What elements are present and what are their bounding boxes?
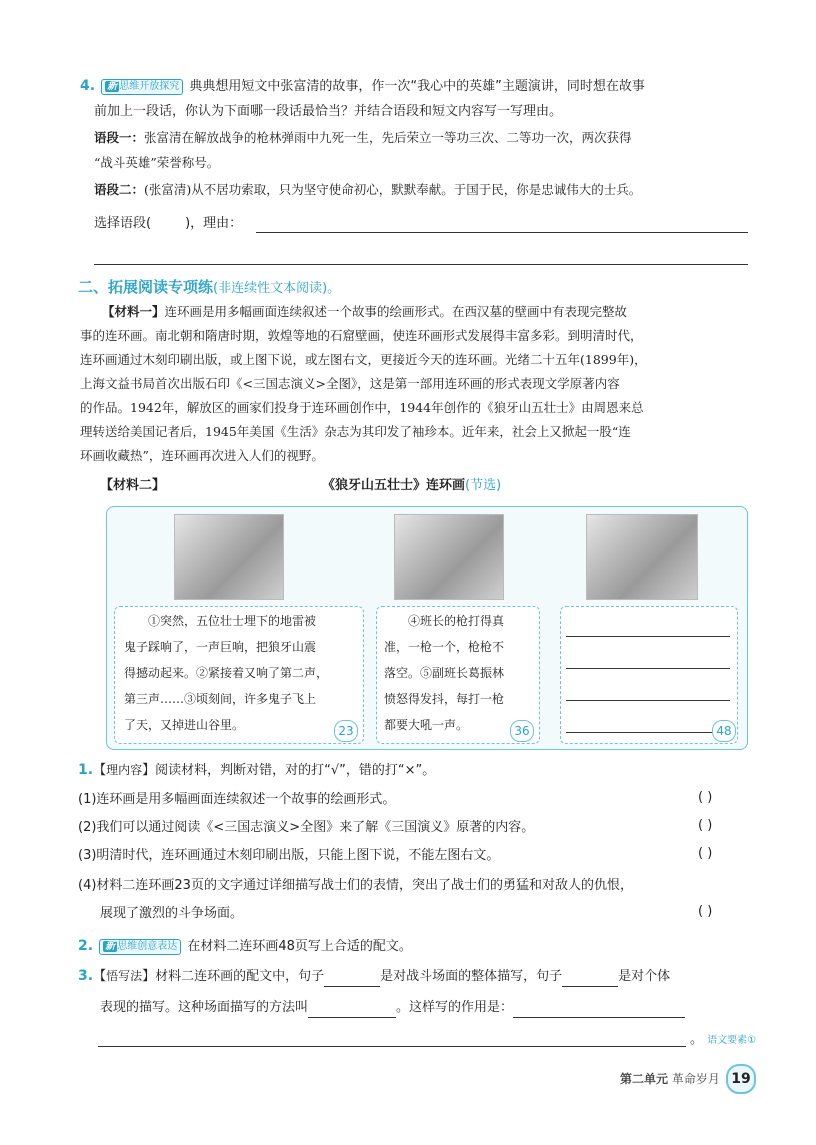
material2-caption xyxy=(322,474,501,493)
material1-line: 连环画通过木刻印刷出版，或上图下说，或左图右文，更接近今天的连环画。光绪二十五年(1899年)， xyxy=(80,352,647,367)
comic-panel-48-line[interactable] xyxy=(566,636,730,637)
q3-end xyxy=(690,1030,756,1051)
panel-line: 都要大吼一声。 xyxy=(384,718,469,732)
q4-para2 xyxy=(94,180,641,200)
q1-answer-3[interactable]: ( ) xyxy=(698,846,713,861)
panel-line: 准，一枪一个，枪枪不 xyxy=(384,640,505,654)
material2-caption-title: 《狼牙山五壮士》连环画 xyxy=(322,478,466,493)
material1-line: 事的连环画。南北朝和隋唐时期，敦煌等地的石窟壁画，使连环画形式发展得丰富多彩。到明清时代， xyxy=(80,328,643,343)
q3-t1: 材料二连环画的配文中，句子 xyxy=(155,969,325,984)
q4-number: 4. xyxy=(80,78,96,94)
q4-badge xyxy=(101,79,183,95)
material1 xyxy=(80,300,750,468)
q1-answer-4[interactable]: ( ) xyxy=(698,904,713,919)
material1-line: 的作品。1942年，解放区的画家们投身于连环画创作中，1944年创作的《狼牙山五壮士》由周恩来总 xyxy=(80,400,644,415)
material1-label: 【材料一】 xyxy=(102,304,165,319)
footer-page-number: 19 xyxy=(726,1064,756,1094)
q3-t5: 。这样写的作用是： xyxy=(396,1000,514,1015)
q3-end-mark: 。 xyxy=(690,1032,704,1047)
footer-unit-number: 第二单元 xyxy=(620,1072,669,1086)
q3-tag: 悟写法 xyxy=(106,969,143,983)
badge-brand: 思维 xyxy=(119,80,140,92)
q4-line1 xyxy=(80,76,645,97)
comic-image-soldiers-fighting xyxy=(394,514,504,600)
material1-line: 环画收藏热”，连环画再次进入人们的视野。 xyxy=(80,448,324,463)
comic-page-number-36: 36 xyxy=(510,720,534,742)
q4-text2: 前加上一段话，你认为下面哪一段话最恰当？并结合语段和短文内容写一写理由。 xyxy=(94,104,563,119)
q3-t3: 是对个体 xyxy=(618,969,671,984)
q3-blank-3[interactable] xyxy=(308,1001,396,1018)
q4-text1: 典典想用短文中张富清的故事，作一次“我心中的英雄”主题演讲，同时想在故事 xyxy=(189,79,645,94)
material2-caption-note: (节选) xyxy=(465,478,502,493)
section2-subtitle: (非连续性文本阅读)。 xyxy=(213,281,341,296)
footer-unit-title: 革命岁月 xyxy=(671,1072,720,1086)
comic-panel-48-line[interactable] xyxy=(566,700,730,701)
comic-page-number-23: 23 xyxy=(334,720,358,742)
q3-note: 语文要素① xyxy=(707,1035,757,1046)
q2-line xyxy=(78,936,412,957)
section2-title: 二、拓展阅读专项练 xyxy=(78,278,214,296)
q3-line2 xyxy=(100,998,685,1018)
q4-para2-text: (张富清)从不居功索取，只为坚守使命初心，默默奉献。于国于民，你是忠诚伟大的士兵。 xyxy=(144,182,642,197)
panel-line: 愤怒得发抖，每打一枪 xyxy=(384,692,505,706)
q1-item-4: (4)材料二连环画23页的文字通过详细描写战士们的表情，突出了战士们的勇猛和对敌人的仇恨， xyxy=(78,878,633,893)
material1-line: 理转送给美国记者后，1945年美国《生活》杂志为其印发了袖珍本。近年来，社会上又掀起一股“连 xyxy=(80,424,631,439)
q4-answer-line-2[interactable] xyxy=(94,264,748,265)
panel-line: 了天，又掉进山谷里。 xyxy=(124,718,245,732)
panel-line: ①突然，五位壮士埋下的地雷被 xyxy=(148,614,317,628)
comic-panel-23-text xyxy=(124,608,328,738)
q4-answer-mid: )，理由： xyxy=(185,216,243,231)
panel-line: 落空。⑤副班长葛振林 xyxy=(384,666,505,680)
badge-new: 新 xyxy=(107,80,118,92)
q3-blank-2[interactable] xyxy=(562,970,618,987)
badge-type: 开放探究 xyxy=(139,80,180,92)
comic-panel-48-line[interactable] xyxy=(566,732,714,733)
q1-item-4-cont: 展现了激烈的斗争场面。 xyxy=(100,906,244,921)
badge-brand: 思维 xyxy=(117,940,138,952)
q2-number: 2. xyxy=(78,938,94,954)
comic-page-number-48: 48 xyxy=(712,720,736,742)
badge-type: 创意表达 xyxy=(137,940,178,952)
q1-item-1: (1)连环画是用多幅画面连续叙述一个故事的绘画形式。 xyxy=(78,792,396,807)
q1-text: 阅读材料，判断对错，对的打“√”，错的打“×”。 xyxy=(155,763,436,778)
q1-answer-1[interactable]: ( ) xyxy=(698,790,713,805)
q3-blank-4[interactable] xyxy=(513,1001,685,1018)
comic-panel-36-text xyxy=(384,608,504,738)
q3-t2: 是对战斗场面的整体描写，句子 xyxy=(380,969,563,984)
comic-image-explosion xyxy=(174,514,284,600)
panel-line: 得撼动起来。②紧接着又响了第二声， xyxy=(124,666,329,680)
q1-number: 1. xyxy=(78,762,94,778)
material1-line: 上海文益书局首次出版石印《<三国志演义>全图》，这是第一部用连环画的形式表现文学原著内容 xyxy=(80,376,620,391)
q4-answer-prefix: 选择语段( xyxy=(94,216,152,231)
q3-t4: 表现的描写。这种场面描写的方法叫 xyxy=(100,1000,309,1015)
q4-para1-cont: “战斗英雄”荣誉称号。 xyxy=(94,155,220,170)
comic-panel-48-line[interactable] xyxy=(566,668,730,669)
panel-line: ④班长的枪打得真 xyxy=(408,614,505,628)
q4-answer-row xyxy=(94,214,242,234)
q1-heading: 1.【理内容】阅读材料，判断对错，对的打“√”，错的打“×”。 xyxy=(78,762,436,778)
q3-number: 3. xyxy=(78,968,94,984)
panel-line: 鬼子踩响了，一声巨响，把狼牙山震 xyxy=(124,640,317,654)
q4-para1-text: 张富清在解放战争的枪林弹雨中九死一生，先后荣立一等功三次、二等功一次，两次获得 xyxy=(144,130,632,145)
q1-answer-2[interactable]: ( ) xyxy=(698,818,713,833)
comic-image-soldiers-cliff xyxy=(586,514,698,600)
q4-para2-label: 语段二： xyxy=(94,182,145,197)
q3-answer-line[interactable] xyxy=(98,1046,686,1047)
section2-heading xyxy=(78,276,340,297)
material1-line: 【材料一】连环画是用多幅画面连续叙述一个故事的绘画形式。在西汉墓的壁画中有表现完整故 xyxy=(102,304,628,319)
footer-unit xyxy=(620,1070,720,1087)
q4-para1 xyxy=(94,128,632,148)
material2-label: 【材料二】 xyxy=(100,478,166,493)
q1-tag: 理内容 xyxy=(106,763,143,777)
q3-line1: 3.【悟写法】材料二连环画的配文中，句子 是对战斗场面的整体描写，句子 是对个体 xyxy=(78,966,670,987)
q4-para1-label: 语段一： xyxy=(94,130,145,145)
q1-item-2: (2)我们可以通过阅读《<三国志演义>全图》来了解《三国演义》原著的内容。 xyxy=(78,820,535,835)
q3-blank-1[interactable] xyxy=(324,970,380,987)
panel-line: 第三声……③顷刻间，许多鬼子飞上 xyxy=(124,692,317,706)
q2-text: 在材料二连环画48页写上合适的配文。 xyxy=(187,939,412,954)
badge-new: 新 xyxy=(105,940,116,952)
q1-item-3: (3)明清时代，连环画通过木刻印刷出版，只能上图下说，不能左图右文。 xyxy=(78,848,500,863)
q4-answer-line-1[interactable] xyxy=(256,232,748,233)
q2-badge xyxy=(99,939,181,955)
comic-panel-48 xyxy=(560,606,738,744)
